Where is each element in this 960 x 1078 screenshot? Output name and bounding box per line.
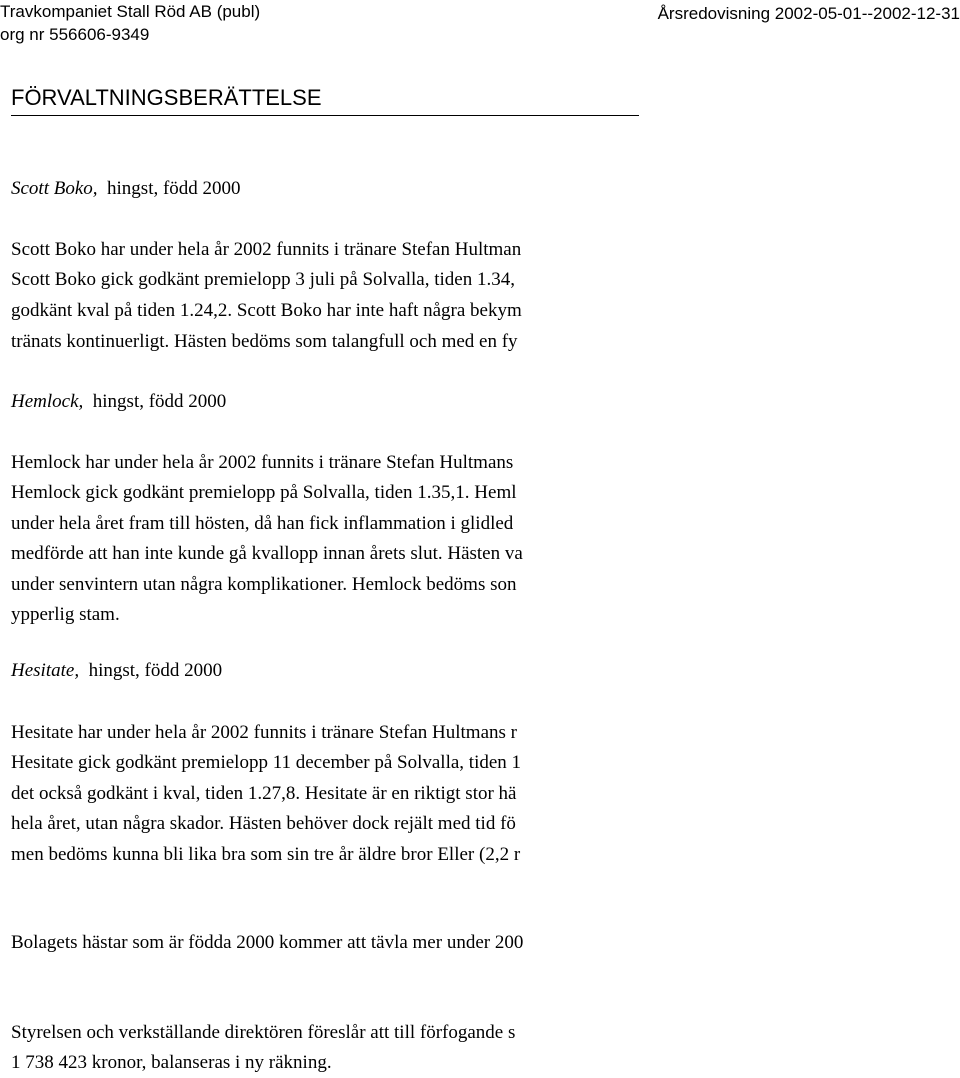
paragraph-line: hela året, utan några skador. Hästen behöver dock rejält med tid fö — [11, 813, 516, 834]
horse-name: Hemlock, — [11, 391, 84, 412]
paragraph-line: Hemlock gick godkänt premielopp på Solvalla, tiden 1.35,1. Heml — [11, 482, 517, 503]
closing-paragraph: Bolagets hästar som är födda 2000 kommer att tävla mer under 200 — [11, 932, 524, 953]
paragraph-line: godkänt kval på tiden 1.24,2. Scott Boko har inte haft några bekym — [11, 300, 522, 321]
horse-heading — [11, 391, 226, 413]
paragraph-line: Hemlock har under hela år 2002 funnits i tränare Stefan Hultmans — [11, 452, 514, 473]
paragraph-line: Hesitate gick godkänt premielopp 11 december på Solvalla, tiden 1 — [11, 752, 522, 773]
org-number: org nr 556606-9349 — [0, 25, 150, 44]
horse-subtitle: hingst, född 2000 — [107, 178, 241, 199]
horse-subtitle: hingst, född 2000 — [88, 660, 223, 681]
paragraph-line: ypperlig stam. — [11, 604, 120, 625]
report-period: Årsredovisning 2002-05-01--2002-12-31 — [657, 4, 960, 23]
paragraph-line: Hesitate har under hela år 2002 funnits i tränare Stefan Hultmans r — [11, 722, 517, 743]
closing-line: Styrelsen och verkställande direktören föreslår att till förfogande s — [11, 1022, 516, 1043]
company-name: Travkompaniet Stall Röd AB (publ) — [0, 2, 261, 21]
horse-subtitle: hingst, född 2000 — [92, 391, 227, 412]
horse-name: Hesitate, — [11, 660, 80, 681]
paragraph-line: tränats kontinuerligt. Hästen bedöms som talangfull och med en fy — [11, 331, 518, 352]
closing-line: 1 738 423 kronor, balanseras i ny räkning. — [11, 1052, 332, 1073]
paragraph-line: medförde att han inte kunde gå kvallopp innan årets slut. Hästen va — [11, 543, 523, 564]
horse-heading — [11, 660, 222, 682]
paragraph-line: under senvintern utan några komplikationer. Hemlock bedöms son — [11, 574, 517, 595]
paragraph-line: det också godkänt i kval, tiden 1.27,8. Hesitate är en riktigt stor hä — [11, 783, 517, 804]
paragraph-line: Scott Boko gick godkänt premielopp 3 juli på Solvalla, tiden 1.34, — [11, 269, 515, 290]
paragraph-line: Scott Boko har under hela år 2002 funnits i tränare Stefan Hultman — [11, 239, 522, 260]
paragraph-line: men bedöms kunna bli lika bra som sin tre år äldre bror Eller (2,2 r — [11, 844, 521, 865]
page-title: FÖRVALTNINGSBERÄTTELSE — [11, 85, 639, 116]
paragraph-line: under hela året fram till hösten, då han fick inflammation i glidled — [11, 513, 514, 534]
horse-heading — [11, 178, 241, 200]
horse-name: Scott Boko, — [11, 178, 98, 199]
